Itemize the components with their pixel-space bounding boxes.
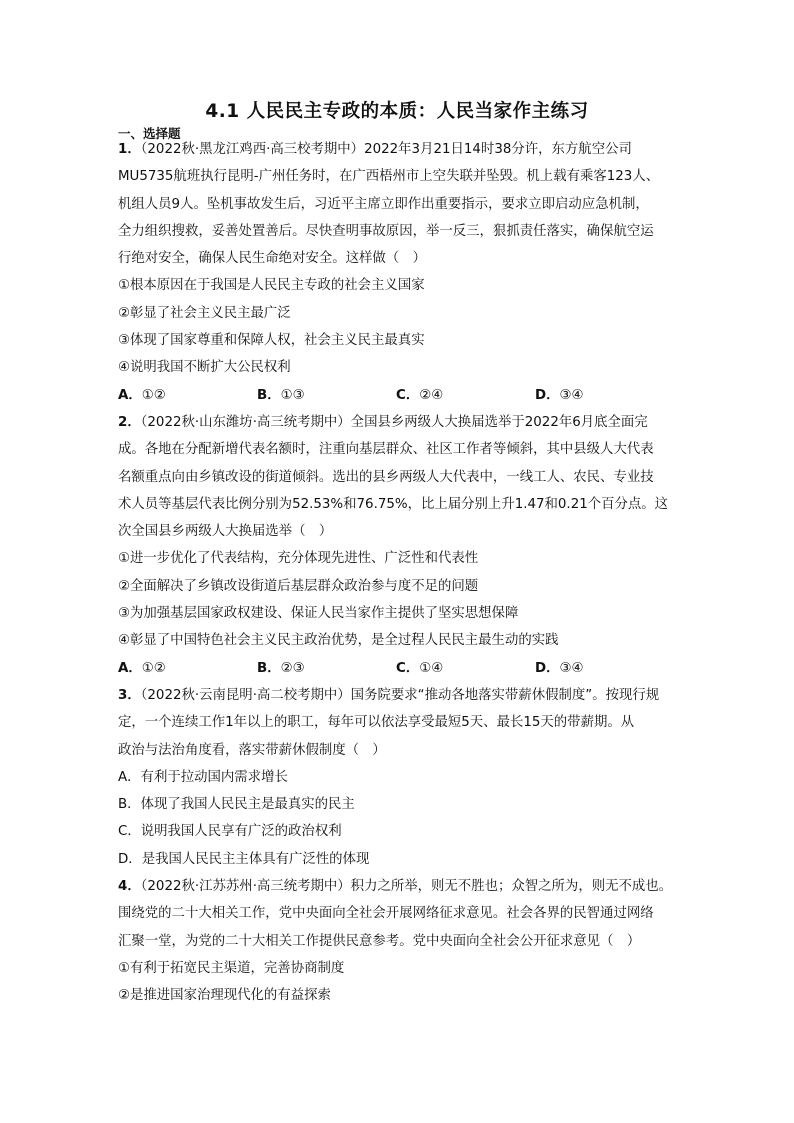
choice-item: D．是我国人民民主主体具有广泛性的体现 bbox=[118, 851, 370, 867]
question-text: 政治与法治角度看，落实带薪休假制度（ ） bbox=[118, 742, 386, 758]
question-4 bbox=[118, 873, 678, 1009]
question-text: （2022秋·江苏苏州·高三统考期中）积力之所举，则无不胜也；众智之所为，则无不成也。 bbox=[140, 879, 673, 895]
statement-item: ②彰显了社会主义民主最广泛 bbox=[118, 305, 291, 321]
question-text: （2022秋·云南昆明·高二校考期中）国务院要求“推动各地落实带薪休假制度”。按现行规 bbox=[140, 687, 660, 703]
question-text: 围绕党的二十大相关工作，党中央面向全社会开展网络征求意见。社会各界的民智通过网络 bbox=[118, 906, 654, 922]
option-c: C．①④ bbox=[396, 660, 444, 676]
question-1 bbox=[118, 136, 678, 409]
option-c: C．②④ bbox=[396, 387, 444, 403]
statement-item: ①根本原因在于我国是人民民主专政的社会主义国家 bbox=[118, 278, 425, 294]
question-text: 次全国县乡两级人大换届选举（ ） bbox=[118, 524, 333, 540]
question-text: 成。各地在分配新增代表名额时，注重向基层群众、社区工作者等倾斜，其中县级人大代表 bbox=[118, 442, 654, 458]
question-2 bbox=[118, 409, 678, 682]
statement-item: ④说明我国不断扩大公民权利 bbox=[118, 360, 291, 376]
question-text: 名额重点向由乡镇改设的街道倾斜。选出的县乡两级人大代表中，一线工人、农民、专业技 bbox=[118, 469, 654, 485]
statement-item: ②全面解决了乡镇改设街道后基层群众政治参与度不足的问题 bbox=[118, 578, 479, 594]
option-a: A．①② bbox=[118, 387, 166, 403]
section-heading: 一、选择题 bbox=[118, 126, 181, 141]
question-text: 全力组织搜救，妥善处置善后。尽快查明事故原因，举一反三，狠抓责任落实，确保航空运 bbox=[118, 223, 654, 239]
statement-item: ②是推进国家治理现代化的有益探索 bbox=[118, 988, 331, 1004]
answer-options bbox=[118, 382, 678, 409]
question-number: 1． bbox=[118, 142, 141, 157]
question-text: MU5735航班执行昆明-广州任务时，在广西梧州市上空失联并坠毁。机上载有乘客123人、 bbox=[118, 169, 660, 185]
question-text: （2022秋·山东潍坊·高三统考期中）全国县乡两级人大换届选举于2022年6月底全面完 bbox=[140, 414, 648, 430]
option-b: B．②③ bbox=[257, 660, 305, 676]
question-3 bbox=[118, 682, 678, 873]
question-text: 汇聚一堂，为党的二十大相关工作提供民意参考。党中央面向全社会公开征求意见（ ） bbox=[118, 933, 641, 949]
statement-item: ④彰显了中国特色社会主义民主政治优势，是全过程人民民主最生动的实践 bbox=[118, 633, 559, 649]
answer-options bbox=[118, 655, 678, 682]
question-number: 2． bbox=[118, 414, 141, 430]
statement-item: ①有利于拓宽民主渠道，完善协商制度 bbox=[118, 960, 345, 976]
choice-item: B．体现了我国人民民主是最真实的民主 bbox=[118, 797, 355, 813]
statement-item: ③体现了国家尊重和保障人权，社会主义民主最真实 bbox=[118, 333, 425, 349]
choice-item: A．有利于拉动国内需求增长 bbox=[118, 769, 288, 785]
question-text: 术人员等基层代表比例分别为52.53%和76.75%，比上届分别上升1.47和0.21个百分点。这 bbox=[118, 496, 669, 512]
question-number: 4． bbox=[118, 879, 141, 895]
option-a: A．①② bbox=[118, 660, 166, 676]
statement-item: ③为加强基层国家政权建设、保证人民当家作主提供了坚实思想保障 bbox=[118, 606, 519, 622]
page-title: 4.1 人民民主专政的本质：人民当家作主练习 bbox=[205, 101, 589, 122]
choice-item: C．说明我国人民享有广泛的政治权利 bbox=[118, 824, 342, 840]
option-b: B．①③ bbox=[257, 387, 305, 403]
option-d: D．③④ bbox=[535, 387, 584, 403]
question-text: （2022秋·黑龙江鸡西·高三校考期中）2022年3月21日14时38分许，东方航空公司 bbox=[140, 142, 632, 157]
question-text: 行绝对安全，确保人民生命绝对安全。这样做（ ） bbox=[118, 251, 426, 267]
questions bbox=[118, 136, 678, 1010]
question-text: 定，一个连续工作1年以上的职工，每年可以依法享受最短5天、最长15天的带薪期。从 bbox=[118, 715, 635, 731]
statement-item: ①进一步优化了代表结构，充分体现先进性、广泛性和代表性 bbox=[118, 551, 479, 567]
question-number: 3． bbox=[118, 687, 141, 703]
option-d: D．③④ bbox=[535, 660, 584, 676]
question-text: 机组人员9人。坠机事故发生后，习近平主席立即作出重要指示，要求立即启动应急机制， bbox=[118, 196, 649, 212]
